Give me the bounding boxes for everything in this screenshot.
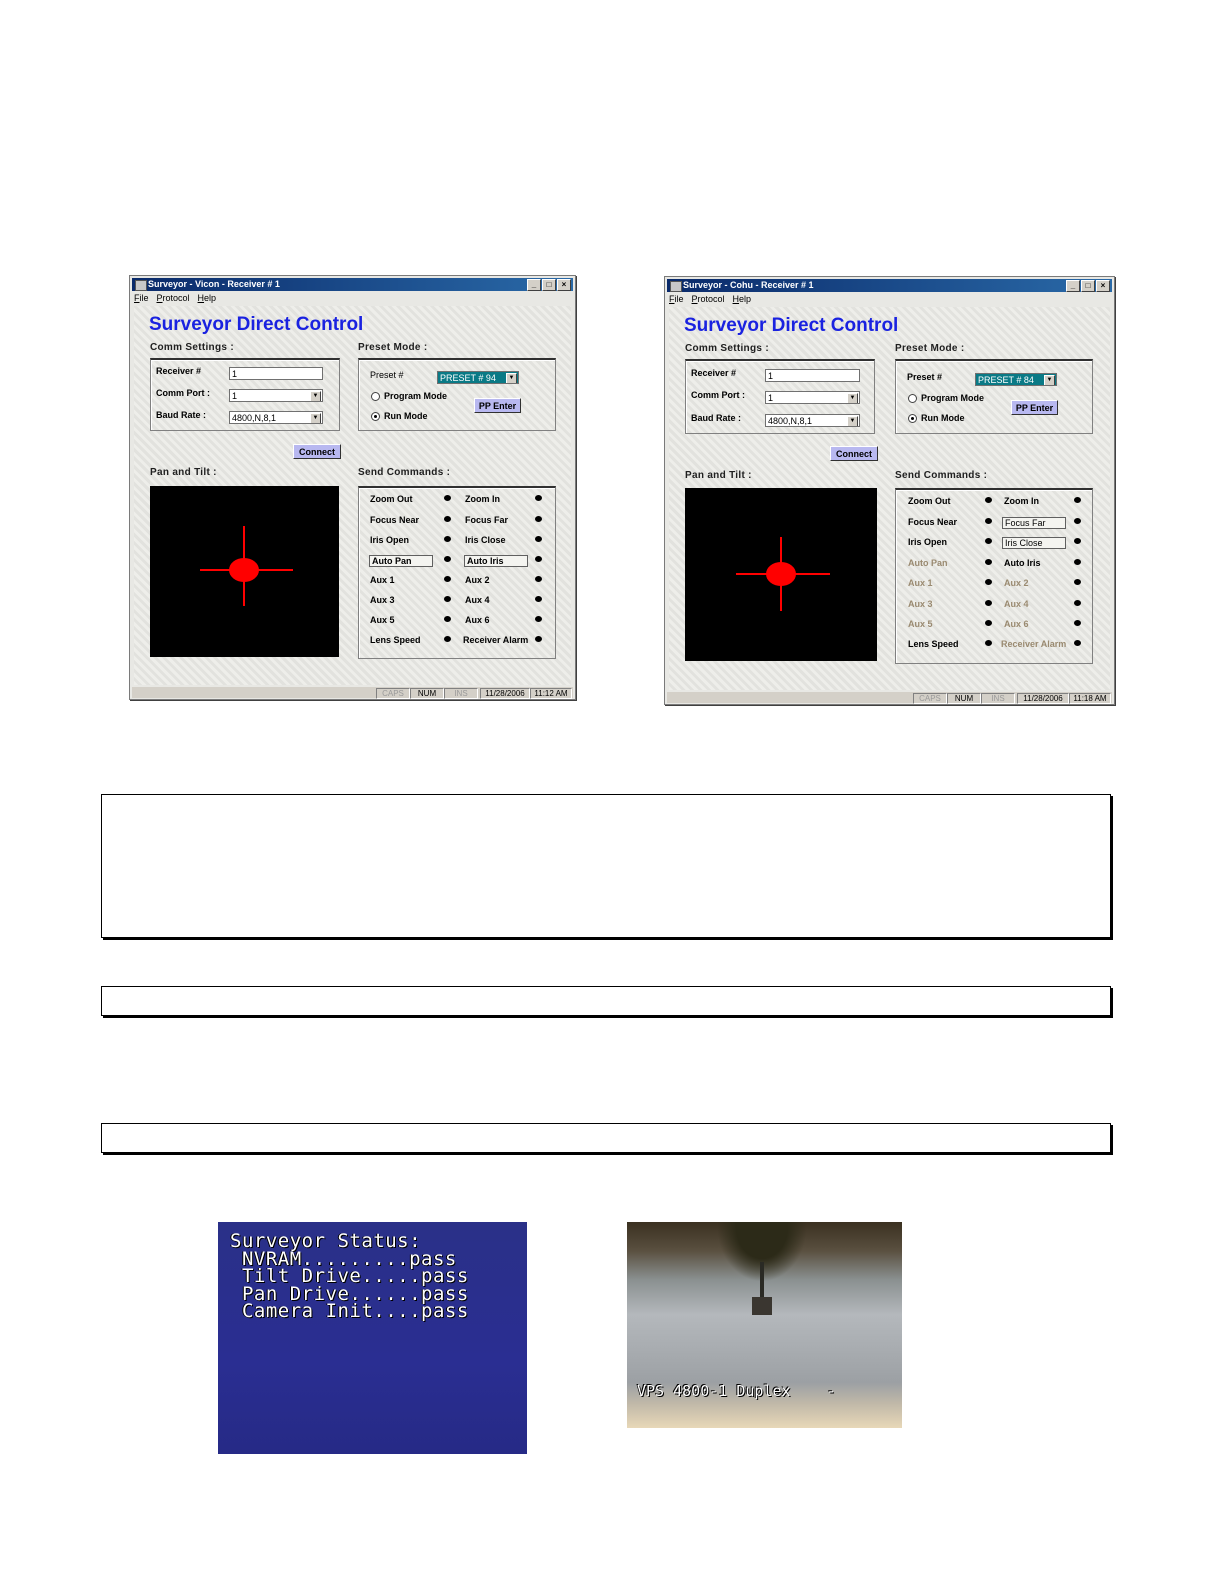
- zoom-out-indicator: [444, 495, 451, 501]
- zoom-in-indicator: [1074, 497, 1081, 503]
- aux-5-indicator: [985, 620, 992, 626]
- menu-bar: [669, 294, 751, 306]
- connect-button[interactable]: Connect: [830, 446, 878, 461]
- chevron-down-icon[interactable]: ▼: [847, 393, 858, 404]
- aux-3-command[interactable]: Aux 3: [908, 599, 933, 609]
- text-box-large: [101, 794, 1111, 938]
- status-line-camera: Camera Init....pass: [230, 1300, 469, 1322]
- receiver-input[interactable]: 1: [765, 369, 860, 382]
- aux-3-indicator: [444, 596, 451, 602]
- maximize-button[interactable]: □: [542, 279, 556, 291]
- send-commands-label: Send Commands :: [895, 470, 988, 481]
- auto-iris-indicator: [1074, 559, 1081, 565]
- menu-file[interactable]: File: [669, 294, 684, 304]
- pp-enter-button[interactable]: PP Enter: [1011, 400, 1058, 415]
- app-icon: [135, 280, 147, 291]
- menu-protocol[interactable]: Protocol: [156, 293, 190, 303]
- aux-4-indicator: [1074, 600, 1081, 606]
- zoom-in-command[interactable]: Zoom In: [465, 494, 500, 504]
- run-mode-radio[interactable]: [371, 412, 380, 421]
- surveyor-status-screen: [218, 1222, 527, 1454]
- receiver-label: Receiver #: [691, 368, 737, 378]
- comm-port-select[interactable]: [765, 391, 860, 404]
- title-bar[interactable]: [667, 279, 1112, 292]
- chevron-down-icon[interactable]: ▼: [310, 413, 321, 424]
- status-line-nvram: NVRAM.........pass: [230, 1248, 457, 1270]
- focus-near-command[interactable]: Focus Near: [370, 515, 420, 525]
- iris-close-command[interactable]: Iris Close: [465, 535, 506, 545]
- chevron-down-icon[interactable]: ▼: [847, 416, 858, 427]
- zoom-in-command[interactable]: Zoom In: [1004, 496, 1039, 506]
- program-mode-radio[interactable]: [908, 394, 917, 403]
- program-mode-label: Program Mode: [921, 393, 985, 403]
- auto-iris-command[interactable]: Auto Iris: [464, 555, 528, 567]
- preset-value: PRESET # 94: [440, 373, 496, 383]
- baud-rate-value: 4800,N,8,1: [768, 416, 813, 426]
- focus-near-command[interactable]: Focus Near: [908, 517, 958, 527]
- text-box-strip-1: [101, 986, 1111, 1016]
- status-line-tilt: Tilt Drive.....pass: [230, 1265, 469, 1287]
- focus-far-command[interactable]: Focus Far: [465, 515, 509, 525]
- crosshair-icon: [150, 486, 339, 657]
- zoom-in-indicator: [535, 495, 542, 501]
- iris-close-indicator: [535, 536, 542, 542]
- status-line-title: Surveyor Status:: [230, 1230, 422, 1252]
- program-mode-label: Program Mode: [384, 391, 448, 401]
- status-bar: [667, 692, 1112, 703]
- preset-select[interactable]: [437, 371, 519, 384]
- auto-iris-command[interactable]: Auto Iris: [1004, 558, 1041, 568]
- receiver-label: Receiver #: [156, 366, 202, 376]
- close-button[interactable]: ×: [557, 279, 571, 291]
- focus-far-indicator: [535, 516, 542, 522]
- program-mode-radio[interactable]: [371, 392, 380, 401]
- pole-image: [760, 1262, 764, 1298]
- auto-iris-indicator: [535, 556, 542, 562]
- comm-port-value: 1: [232, 391, 238, 401]
- auto-pan-indicator: [985, 559, 992, 565]
- lens-speed-indicator: [985, 640, 992, 646]
- minimize-button[interactable]: _: [527, 279, 541, 291]
- aux-1-command[interactable]: Aux 1: [908, 578, 933, 588]
- minimize-button[interactable]: _: [1066, 280, 1080, 292]
- title-bar[interactable]: [132, 278, 573, 291]
- status-time: 11:12 AM: [530, 688, 572, 699]
- receiver-alarm-indicator: [535, 636, 542, 642]
- aux-4-indicator: [535, 596, 542, 602]
- zoom-out-indicator: [985, 497, 992, 503]
- ins-indicator: INS: [444, 688, 478, 699]
- baud-rate-select[interactable]: [229, 411, 323, 424]
- send-commands-group: [358, 486, 556, 659]
- baud-rate-label: Baud Rate :: [156, 410, 207, 420]
- aux-6-command[interactable]: Aux 6: [465, 615, 490, 625]
- focus-far-indicator: [1074, 518, 1081, 524]
- focus-near-indicator: [985, 518, 992, 524]
- caps-indicator: CAPS: [913, 693, 947, 704]
- client-area: [669, 307, 1110, 690]
- video-overlay-caption: VPS 4800-1 Duplex -: [637, 1382, 836, 1400]
- baud-rate-label: Baud Rate :: [691, 413, 742, 423]
- aux-2-command[interactable]: Aux 2: [465, 575, 490, 585]
- num-indicator: NUM: [947, 693, 981, 704]
- receiver-input[interactable]: 1: [229, 367, 323, 380]
- pan-tilt-label: Pan and Tilt :: [685, 470, 752, 481]
- menu-protocol[interactable]: Protocol: [691, 294, 725, 304]
- preset-mode-label: Preset Mode :: [358, 342, 428, 353]
- iris-open-command[interactable]: Iris Open: [908, 537, 948, 547]
- comm-port-label: Comm Port :: [156, 388, 210, 398]
- window-title: Surveyor - Cohu - Receiver # 1: [683, 280, 814, 290]
- connect-button[interactable]: Connect: [293, 444, 341, 459]
- preset-label: Preset #: [370, 370, 404, 380]
- chevron-down-icon[interactable]: ▼: [1044, 375, 1055, 386]
- send-commands-label: Send Commands :: [358, 467, 451, 478]
- aux-5-command[interactable]: Aux 5: [908, 619, 933, 629]
- menu-help[interactable]: Help: [197, 293, 217, 303]
- aux-2-indicator: [535, 576, 542, 582]
- pan-tilt-pad[interactable]: [685, 488, 877, 661]
- aux-1-indicator: [444, 576, 451, 582]
- aux-6-indicator: [535, 616, 542, 622]
- run-mode-radio[interactable]: [908, 414, 917, 423]
- pan-tilt-label: Pan and Tilt :: [150, 467, 217, 478]
- lens-speed-indicator: [444, 636, 451, 642]
- auto-pan-indicator: [444, 556, 451, 562]
- receiver-alarm-indicator: [1074, 640, 1081, 646]
- num-indicator: NUM: [410, 688, 444, 699]
- comm-settings-label: Comm Settings :: [685, 343, 769, 354]
- aux-1-indicator: [985, 579, 992, 585]
- auto-pan-command[interactable]: Auto Pan: [369, 555, 433, 567]
- pp-enter-button[interactable]: PP Enter: [474, 398, 521, 413]
- maximize-button[interactable]: □: [1081, 280, 1095, 292]
- camera-video-frame: [627, 1222, 902, 1428]
- surveyor-window-cohu: [664, 276, 1115, 705]
- aux-5-indicator: [444, 616, 451, 622]
- preset-mode-label: Preset Mode :: [895, 343, 965, 354]
- preset-label: Preset #: [907, 372, 943, 382]
- zoom-out-command[interactable]: Zoom Out: [908, 496, 951, 506]
- comm-settings-label: Comm Settings :: [150, 342, 234, 353]
- crosshair-icon: [685, 488, 877, 661]
- auto-pan-command[interactable]: Auto Pan: [908, 558, 948, 568]
- window-title: Surveyor - Vicon - Receiver # 1: [148, 279, 280, 289]
- client-area: [134, 306, 571, 685]
- zoom-out-command[interactable]: Zoom Out: [370, 494, 413, 504]
- preset-value: PRESET # 84: [978, 375, 1034, 385]
- app-icon: [670, 281, 682, 292]
- aux-2-command[interactable]: Aux 2: [1004, 578, 1029, 588]
- lens-speed-command[interactable]: Lens Speed: [908, 639, 959, 649]
- aux-4-command[interactable]: Aux 4: [1004, 599, 1029, 609]
- baud-rate-select[interactable]: [765, 414, 860, 427]
- comm-port-value: 1: [768, 393, 774, 403]
- status-date: 11/28/2006: [480, 688, 530, 699]
- iris-close-command[interactable]: Iris Close: [1002, 537, 1066, 549]
- baud-rate-value: 4800,N,8,1: [232, 413, 277, 423]
- aux-6-command[interactable]: Aux 6: [1004, 619, 1029, 629]
- comm-port-select[interactable]: [229, 389, 323, 402]
- iris-open-command[interactable]: Iris Open: [370, 535, 410, 545]
- menu-bar: [134, 293, 216, 305]
- aux-5-command[interactable]: Aux 5: [370, 615, 395, 625]
- receiver-alarm-command[interactable]: Receiver Alarm: [1001, 639, 1067, 649]
- aux-6-indicator: [1074, 620, 1081, 626]
- menu-file[interactable]: File: [134, 293, 149, 303]
- iris-close-indicator: [1074, 538, 1081, 544]
- text-box-strip-2: [101, 1123, 1111, 1153]
- close-button[interactable]: ×: [1096, 280, 1110, 292]
- menu-help[interactable]: Help: [732, 294, 752, 304]
- run-mode-label: Run Mode: [921, 413, 965, 423]
- aux-3-command[interactable]: Aux 3: [370, 595, 395, 605]
- chevron-down-icon[interactable]: ▼: [310, 391, 321, 402]
- pan-tilt-pad[interactable]: [150, 486, 339, 657]
- aux-3-indicator: [985, 600, 992, 606]
- run-mode-label: Run Mode: [384, 411, 428, 421]
- sign-image: [752, 1297, 772, 1315]
- chevron-down-icon[interactable]: ▼: [506, 373, 517, 384]
- caps-indicator: CAPS: [376, 688, 410, 699]
- surveyor-window-vicon: [129, 275, 576, 700]
- iris-open-indicator: [985, 538, 992, 544]
- lens-speed-command[interactable]: Lens Speed: [370, 635, 421, 645]
- focus-near-indicator: [444, 516, 451, 522]
- send-commands-group: [895, 488, 1093, 664]
- status-time: 11:18 AM: [1069, 693, 1111, 704]
- status-date: 11/28/2006: [1017, 693, 1069, 704]
- focus-far-command[interactable]: Focus Far: [1002, 517, 1066, 529]
- aux-4-command[interactable]: Aux 4: [465, 595, 490, 605]
- preset-select[interactable]: [975, 373, 1057, 386]
- status-bar: [132, 687, 573, 698]
- aux-2-indicator: [1074, 579, 1081, 585]
- status-line-pan: Pan Drive......pass: [230, 1283, 469, 1305]
- heading: Surveyor Direct Control: [149, 314, 364, 335]
- receiver-alarm-command[interactable]: Receiver Alarm: [463, 635, 529, 645]
- heading: Surveyor Direct Control: [684, 315, 899, 336]
- ins-indicator: INS: [981, 693, 1015, 704]
- iris-open-indicator: [444, 536, 451, 542]
- comm-port-label: Comm Port :: [691, 390, 745, 400]
- aux-1-command[interactable]: Aux 1: [370, 575, 395, 585]
